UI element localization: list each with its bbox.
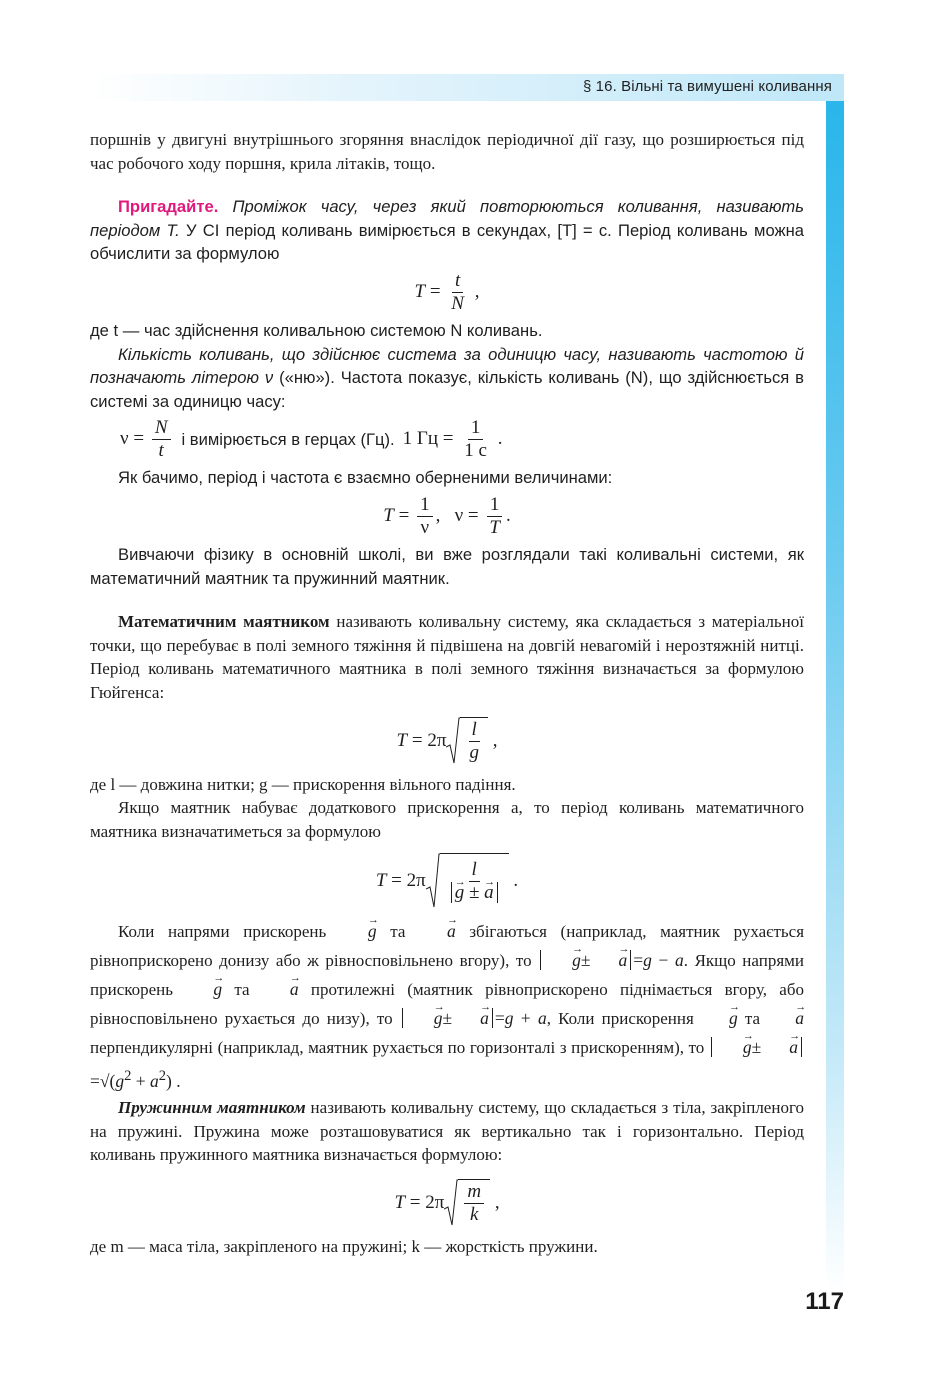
directions-text-3: . Якщо напрями прискорень [90,951,804,1000]
formula-huygens: T = 2π $\frac{l}{g}$ , [396,718,498,763]
directions-text-1: Коли напрями прискорень [118,922,327,942]
page-content [90,128,804,1258]
formula-frequency: ν = $\frac{N}{t}$ [120,417,174,462]
spring-pendulum-rest: називають коливальну систему, що складається з тіла, закріпленого на пружині. Пружина може розташовуватися як вертикально так і горизонтально. Період коливань пружинного маятника визначається формулою: [90,1098,804,1165]
math-pendulum-rest: називають коливальну систему, яка складається з матеріальної точки, що перебуває в полі земного тяжіння й підвішена на довгій невагомій і нерозтяжній нитці. Період коливань математичного маятника в полі земного тяжіння визначається за формулою Гюйгенса: [90,612,805,702]
directions-text-4: протилежні (маятник рівноприскорено піднімається вгору, або рівносповільнено рухається до низу), то [90,980,804,1029]
paragraph-remind [90,195,804,266]
paragraph-where-t: де t — час здійснення коливальною системою N коливань. [90,320,543,340]
formula-hertz: 1 Гц = $\frac{1}{1 с}$ . [402,417,503,462]
formula-opp-dir: g →± a → =g + a [400,1008,547,1028]
paragraph-inverse: Як бачимо, період і частота є взаємно оберненими величинами: [118,468,613,488]
formula-inverse: T = $\frac{1}{\nu}$ , ν = $\frac{1}{T}$ . [383,493,511,538]
remind-rest: У СІ період коливань вимірюється в секундах, [T] = с. Період коливань можна обчислити за формулою [90,220,804,264]
paragraph-frequency [90,343,804,414]
paragraph-spring-pendulum [90,1096,804,1167]
paragraph-extra-accel: Якщо маятник набуває додаткового прискорення a, то період коливань математичного маятника визначатиметься за формулою [90,798,804,841]
remind-label: Пригадайте. [118,197,219,217]
frequency-rest: («ню»). Частота показує, кількість коливань (N), що здійснюється в системі за одиницю часу: [90,368,804,411]
directions-text-5: , Коли прискорення [546,1009,694,1029]
side-color-bar [826,101,844,1291]
directions-text-2: збігаються (наприклад, маятник рухається рівноприскорено донизу або ж рівносповільнено вгору), то [90,922,805,971]
paragraph-math-pendulum [90,610,804,704]
directions-and-1: та [390,922,406,942]
directions-text-6: перпендикулярні (наприклад, маятник рухається по горизонталі з прискоренням), то [90,1038,705,1058]
frequency-definition: Кількість коливань, що здійснює система за одиницю часу, називають частотою й позначають літерою ν [90,344,804,388]
spring-pendulum-term: Пружинним маятником [118,1098,306,1118]
page-number: 117 [805,1288,844,1315]
remind-definition: Проміжок часу, через який повторюються коливання, називають періодом T. [90,197,804,240]
paragraph-directions: Коли напрями прискорень g → та a → збігаються (наприклад, маятник рухається рівноприскорено донизу або ж рівносповільнено вгору), то g →± a → =g − a. Якщо напрями прискорень g → та a → протилежні (маятник рівноприскорено піднімається вгору, або рівносповільнено рухається до низу), то g →± a → =g + a, Коли прискорення g → та a → перпендикулярні (наприклад, маятник рухається по горизонталі з прискоренням), то $g \to\pm a \to=√(g^2 + a^2)$ . [90,917,804,1096]
directions-and-3: та [744,1009,761,1029]
formula-perp: $g \to\pm a \to=√(g^2 + a^2)$ . [90,1037,804,1091]
paragraph-systems: Вивчаючи фізику в основній школі, ви вже розглядали такі коливальні системи, як математичний маятник та пружинний маятник. [90,544,804,588]
paragraph-intro: поршнів у двигуні внутрішнього згоряння внаслідок періодичної дії газу, що розширюється під час робочого ходу поршня, крила літаків, тощо. [90,130,804,173]
paragraph-where-m: де m — маса тіла, закріпленого на пружині; k — жорсткість пружини. [90,1236,598,1256]
formula-spring: T = 2π $\frac{m}{k}$ , [394,1180,500,1225]
math-pendulum-term: Математичним маятником [118,612,330,632]
directions-and-2: та [234,980,250,1000]
hertz-text: і вимірюється в герцах (Гц). [181,429,395,449]
formula-frequency-line [120,417,804,462]
formula-accel: T = 2π $\frac{l}{g \to \pm a}$ → . [90,853,804,909]
section-header-band [90,74,844,101]
formula-period: T = $\frac{t}{N}$ , [414,269,480,314]
formula-same-dir: g →± a → =g − a [538,950,684,970]
section-title: § 16. Вільні та вимушені коливання [582,78,832,95]
paragraph-where-l: де l — довжина нитки; g — прискорення вільного падіння. [90,774,516,794]
